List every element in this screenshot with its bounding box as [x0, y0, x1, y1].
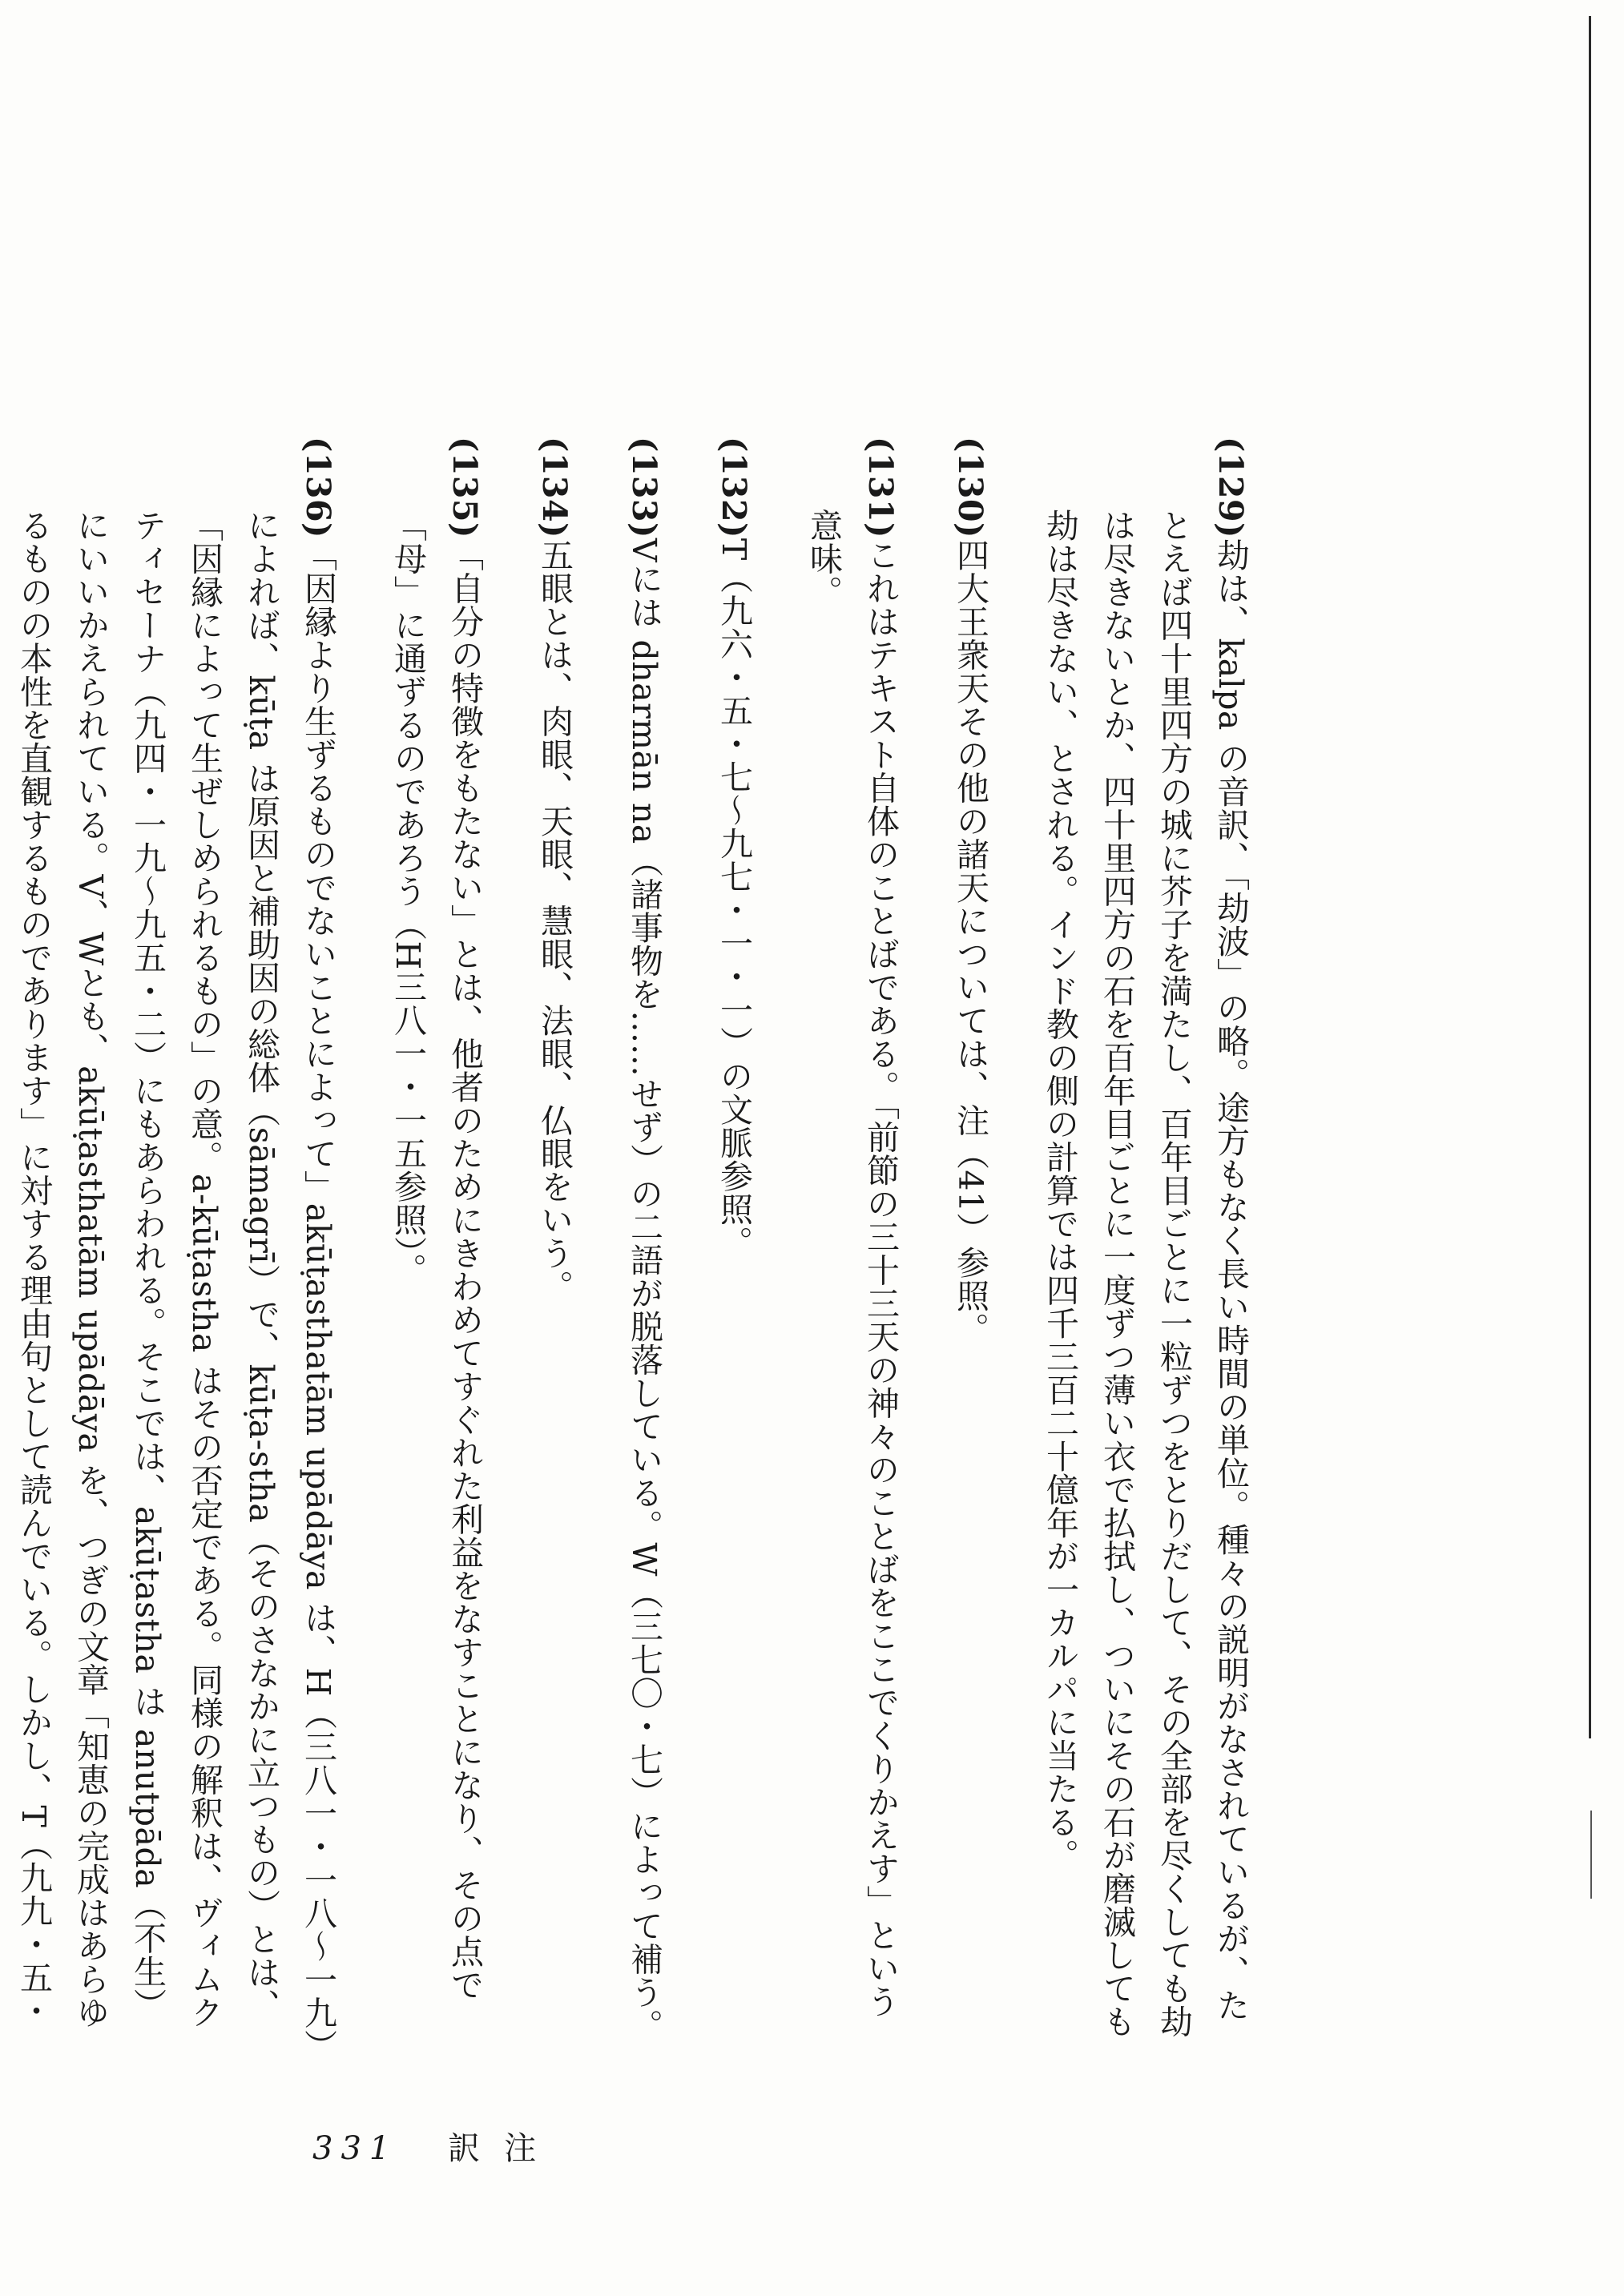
- translator-notes: [0, 437, 1292, 2047]
- note-text: これはテキスト自体のことばである。「前節の三十三天の神々のことばをここでくりかえす」という意味。: [804, 509, 900, 2018]
- note-text: Vには dharmān na（諸事物を……せず）の二語が脱落している。W（三七〇・七）によって補う。: [625, 538, 663, 2042]
- note-number: (136): [299, 437, 337, 538]
- note-132: [705, 437, 762, 2047]
- note-text: 四大王衆天その他の諸天については、注（41）参照。: [951, 538, 989, 1346]
- note-number: (133): [625, 437, 663, 538]
- note-number: (134): [535, 437, 574, 538]
- note-130: [941, 437, 998, 2047]
- note-number: (132): [715, 437, 753, 538]
- note-number: (130): [951, 437, 989, 538]
- page-footer: [312, 2123, 560, 2169]
- note-136: [0, 437, 346, 2047]
- note-129: [1031, 437, 1259, 2047]
- note-number: (131): [861, 437, 900, 538]
- note-text: 「因縁より生ずるものでないことによって」akūṭasthatām upādāya は、H（三八一・一八〜一九）によれば、kūṭa は原因と補助因の総体（sāmagrī）で、kūṭa-stha（そのさなかに立つもの）とは、「因縁によって生ぜしめられるもの」の意。a-kūṭastha はその否定である。同様の解釈は、ヴィムクティセーナ（九四・一九〜九五・二）にもあらわれる。そこでは、akūṭastha は anutpāda（不生）にいいかえられている。V、Wとも、akūṭasthatām upādāya を、つぎの文章「知恵の完成はあらゆるものの本性を直観するものであります」に対する理由句として読んでいる。しかし、T（九九・五・: [14, 509, 337, 2046]
- section-title: 訳注: [448, 2130, 561, 2167]
- note-number: (129): [1211, 437, 1250, 538]
- note-text: T（九六・五・七〜九七・一・一）の文脈参照。: [715, 538, 753, 1259]
- note-number: (135): [445, 437, 484, 538]
- note-text: 「自分の特徴をもたない」とは、他者のためにきわめてすぐれた利益をなすことになり、その点で「母」に通ずるのであろう（H三八一・一五参照）。: [389, 509, 484, 2001]
- page-number: 331: [312, 2130, 398, 2167]
- note-text: 劫は、kalpa の音訳、「劫波」の略。途方もなく長い時間の単位。種々の説明がなされているが、たとえば四十里四方の城に芥子を満たし、百年目ごとに一粒ずつをとりだして、その全部を尽くしても劫は尽きないとか、四十里四方の石を百年目ごとに一度ずつ薄い衣で払拭し、ついにその石が磨滅しても劫は尽きない、とされる。インド教の側の計算では四千三百二十億年が一カルパに当たる。: [1041, 509, 1250, 2039]
- note-text: 五眼とは、肉眼、天眼、慧眼、法眼、仏眼をいう。: [535, 538, 574, 1303]
- note-134: [526, 437, 582, 2047]
- note-131: [795, 437, 909, 2047]
- binding-edge-line: [1589, 16, 1591, 1738]
- note-133: [615, 437, 672, 2047]
- note-135: [379, 437, 493, 2047]
- binding-edge-mark: [1590, 1811, 1592, 1899]
